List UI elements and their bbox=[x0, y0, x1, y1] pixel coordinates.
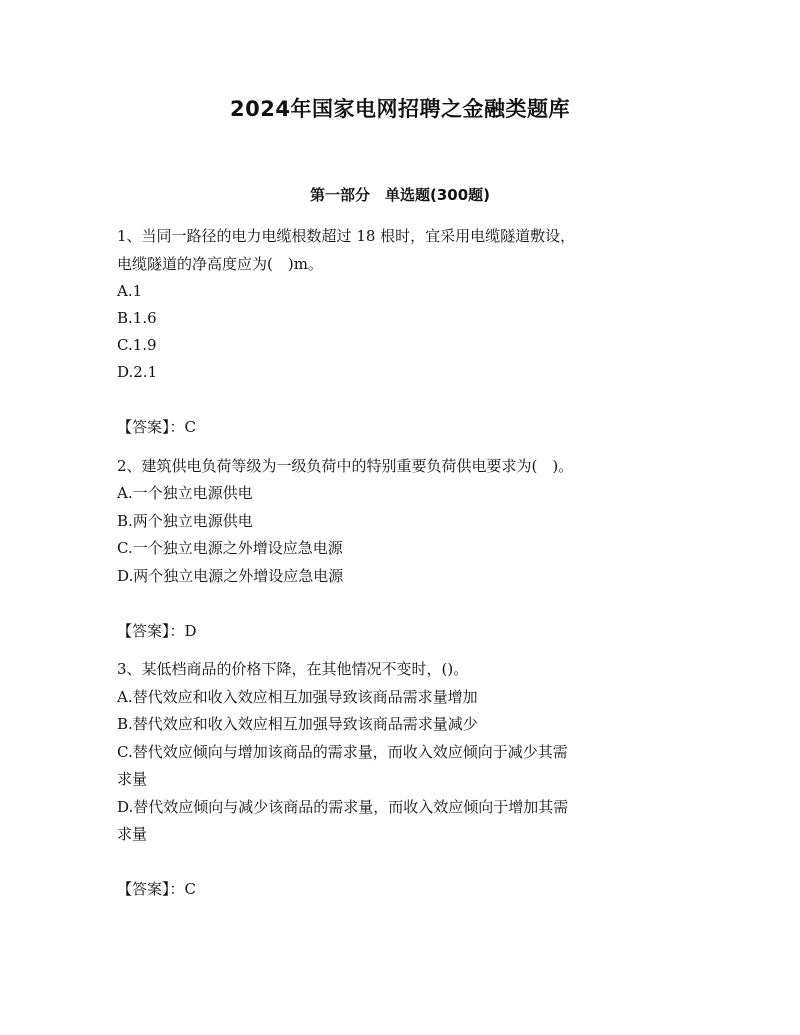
answer-value: D bbox=[184, 622, 197, 640]
question-3-option-a: A.替代效应和收入效应相互加强导致该商品需求量增加 bbox=[117, 688, 478, 706]
question-2-option-c: C.一个独立电源之外增设应急电源 bbox=[117, 539, 343, 557]
question-1-option-a: A.1 bbox=[117, 282, 143, 300]
question-2-option-b: B.两个独立电源供电 bbox=[117, 512, 253, 530]
question-2-option-d: D.两个独立电源之外增设应急电源 bbox=[117, 567, 344, 585]
question-1-answer bbox=[117, 417, 196, 437]
document-title: 2024年国家电网招聘之金融类题库 bbox=[230, 97, 570, 121]
question-2-answer bbox=[117, 621, 197, 641]
answer-value: C bbox=[184, 418, 196, 436]
question-1-option-c: C.1.9 bbox=[117, 336, 157, 354]
question-1-stem-line-1: 1、当同一路径的电力电缆根数超过 18 根时，宜采用电缆隧道敷设， bbox=[117, 227, 576, 245]
question-3-answer bbox=[117, 879, 196, 899]
question-3-option-d-line-1: D.替代效应倾向与减少该商品的需求量，而收入效应倾向于增加其需 bbox=[117, 798, 569, 816]
question-1-option-b: B.1.6 bbox=[117, 309, 157, 327]
question-3-option-b: B.替代效应和收入效应相互加强导致该商品需求量减少 bbox=[117, 715, 478, 733]
question-3-option-d-line-2: 求量 bbox=[117, 825, 148, 843]
answer-value: C bbox=[184, 880, 196, 898]
question-1-stem-line-2: 电缆隧道的净高度应为( )m。 bbox=[117, 255, 323, 273]
answer-label: 【答案】： bbox=[117, 880, 185, 898]
section-heading: 第一部分 单选题(300题) bbox=[309, 186, 491, 204]
answer-label: 【答案】： bbox=[117, 622, 185, 640]
answer-label: 【答案】： bbox=[117, 418, 185, 436]
question-3-option-c-line-1: C.替代效应倾向与增加该商品的需求量，而收入效应倾向于减少其需 bbox=[117, 743, 568, 761]
question-3-option-c-line-2: 求量 bbox=[117, 770, 148, 788]
question-2-stem-line-1: 2、建筑供电负荷等级为一级负荷中的特别重要负荷供电要求为( )。 bbox=[117, 457, 574, 475]
question-1-option-d: D.2.1 bbox=[117, 363, 158, 381]
question-2-option-a: A.一个独立电源供电 bbox=[117, 484, 253, 502]
question-3-stem-line-1: 3、某低档商品的价格下降，在其他情况不变时，()。 bbox=[117, 660, 469, 678]
